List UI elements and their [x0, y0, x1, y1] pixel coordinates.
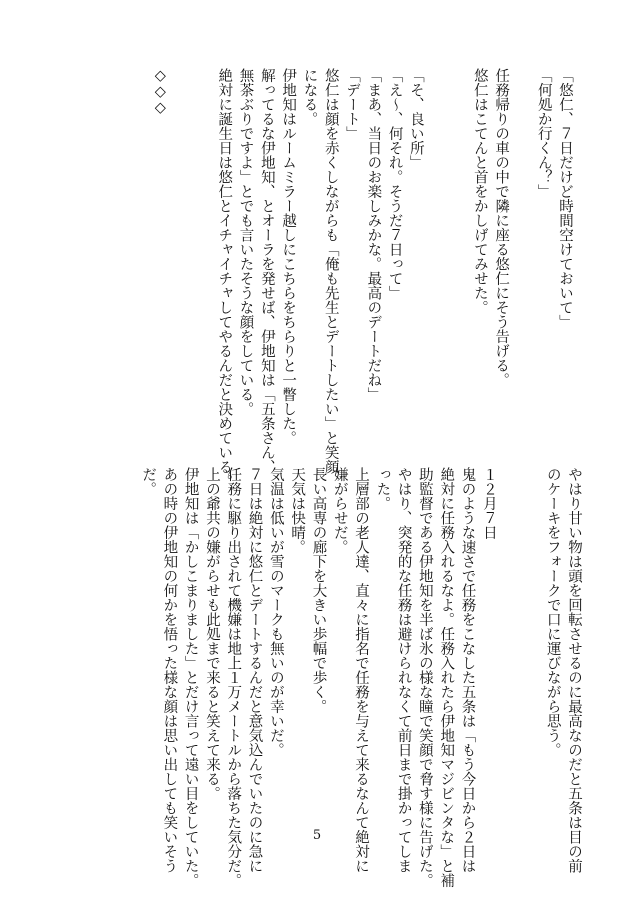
- text-line: 悠仁は顔を赤くしながらも「俺も先生とデートしたい」と笑顔: [322, 68, 339, 474]
- text-line: 助監督である伊地知を半ば氷の様な瞳で笑顔で脅す様に告げた。: [416, 467, 433, 888]
- blank-line: [192, 68, 213, 448]
- text-line: 上層部の老人達、直々に指名で任務を与えて来るなんて絶対に: [353, 467, 370, 873]
- text-line: 任務帰りの車の中で隣に座る悠仁にそう告げる。: [493, 68, 510, 387]
- text-line: のケーキをフォークで口に運びながら思う。: [544, 467, 561, 757]
- text-line: やはり、突発的な任務は避けられなくて前日まで掛かってしま: [395, 467, 412, 873]
- text-line: になる。: [301, 68, 318, 126]
- blank-line: [511, 68, 532, 448]
- text-line: 「悠仁、７日だけど時間空けておいて」: [557, 68, 573, 329]
- text-line: 上の爺共の嫌がらせも此処まで来ると笑えて来る。: [203, 467, 220, 801]
- blank-line: [426, 68, 447, 448]
- text-line: だ。: [140, 467, 157, 496]
- text-line: 「そ、良い所」: [407, 68, 424, 170]
- blank-line: [499, 467, 520, 817]
- text-line: 解ってるな伊地知、とオーラを発せば、伊地知は「五条さん、: [258, 68, 275, 474]
- text-line: 任務に駆り出されて機嫌は地上１万メートルから落ちた気分だ。: [225, 467, 242, 888]
- text-line: 「デート」: [344, 68, 361, 141]
- text-line: 鬼のような速さで任務をこなした五条は「もう今日から２日は: [459, 467, 476, 873]
- lower-text-block: [137, 467, 584, 888]
- text-line: １２月７日: [480, 467, 497, 540]
- text-line: ◇◇◇: [152, 68, 169, 116]
- text-line: 悠仁はこてんと首をかしげてみせた。: [471, 68, 488, 315]
- text-line: 気温は低いが雪のマークも無いのが幸いだ。: [267, 467, 284, 757]
- text-line: 伊地知はルームミラー越しにこちらをちらりと一瞥した。: [280, 68, 297, 445]
- text-line: った。: [374, 467, 391, 511]
- text-line: 絶対に誕生日は悠仁とイチャイチャしてやるんだと決めている。: [216, 68, 233, 489]
- blank-line: [520, 467, 541, 817]
- text-line: 「え～、何それ。そうだ７日って」: [386, 68, 403, 300]
- text-line: 「まあ、当日のお楽しみかな。最高のデートだね」: [365, 68, 382, 402]
- blank-line: [447, 68, 468, 448]
- blank-line: [170, 68, 191, 448]
- text-line: 絶対に任務入れるなよ。任務入れたら伊地知マジビンタな」と補: [438, 467, 455, 888]
- text-line: 長い高専の廊下を大きい歩幅で歩く。: [310, 467, 327, 714]
- text-line: 伊地知は「かしこまりました」とだけ言って遠い目をしていた。: [182, 467, 199, 888]
- text-line: 嫌がらせだ。: [331, 467, 348, 554]
- text-line: あの時の伊地知の何かを悟った様な顔は思い出しても笑いそう: [161, 467, 178, 873]
- page-number: 5: [312, 828, 322, 843]
- text-line: 「何処か行くん？」: [535, 68, 552, 199]
- text-line: やはり甘い物は頭を回転させるのに最高なのだと五条は目の前: [566, 467, 582, 873]
- text-line: 天気は快晴。: [289, 467, 306, 554]
- text-line: ７日は絶対に悠仁とデートするんだと意気込んでいたのに急に: [246, 467, 263, 873]
- text-line: 無茶ぶりですよ」とでも言いたそうな顔をしている。: [237, 68, 254, 416]
